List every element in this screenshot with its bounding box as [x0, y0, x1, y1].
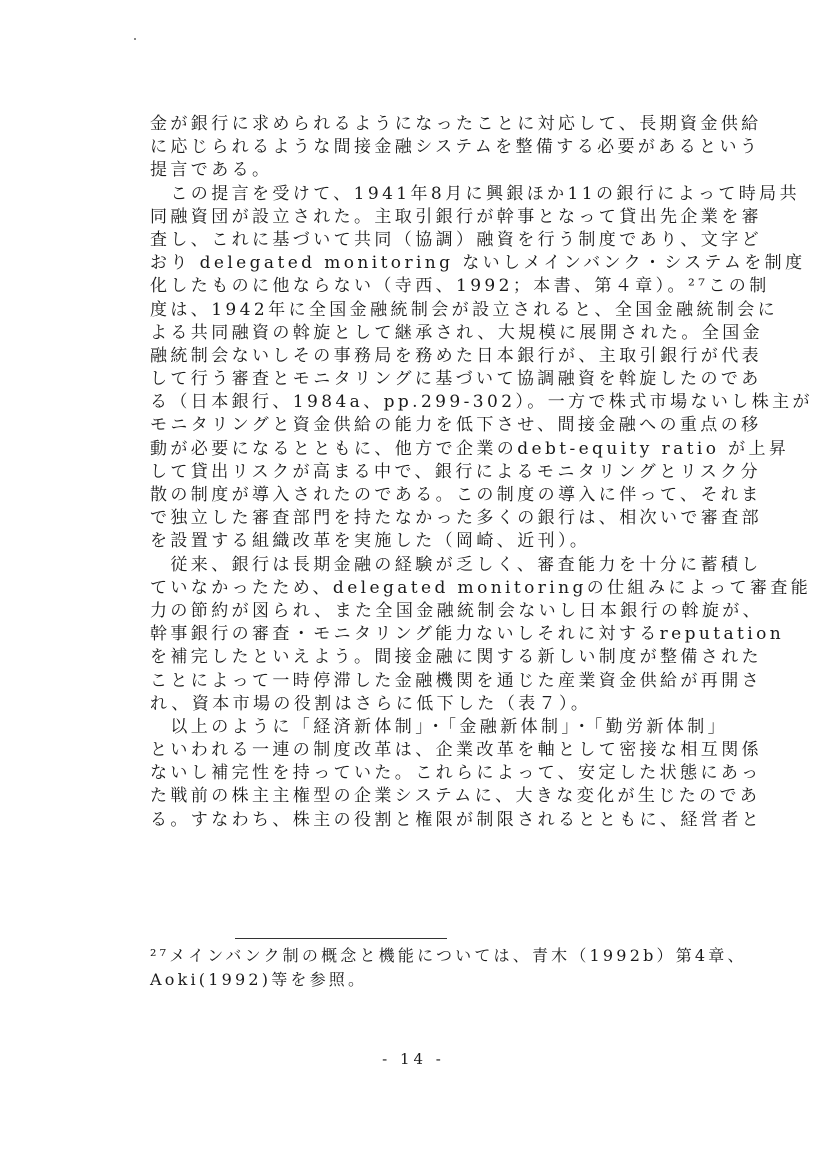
text-line: といわれる一連の制度改革は、企業改革を軸として密接な相互関係 [150, 740, 762, 761]
footnote-line: ²⁷メインバンク制の概念と機能については、青木（1992b）第4章、 [150, 946, 747, 965]
body-text [150, 113, 813, 832]
text-line: 従来、銀行は長期金融の経験が乏しく、審査能力を十分に蓄積し [150, 554, 762, 575]
text-line: に応じられるような間接金融システムを整備する必要があるという [150, 137, 761, 158]
text-line: ないし補完性を持っていた。これらによって、安定した状態にあっ [150, 763, 762, 784]
scan-speck [134, 38, 136, 40]
text-line: して貸出リスクが高まる中で、銀行によるモニタリングとリスク分 [150, 461, 761, 482]
text-line: を補完したといえよう。間接金融に関する新しい制度が整備された [150, 647, 762, 668]
footnote [150, 944, 747, 992]
text-line: る（日本銀行、1984a、pp.299-302）。一方で株式市場ないし株主が [150, 392, 813, 413]
page-number: - 14 - [382, 1050, 445, 1068]
text-line: る。すなわち、株主の役割と権限が制限されるとともに、経営者と [150, 809, 762, 830]
text-line: 力の節約が図られ、また全国金融統制会ないし日本銀行の斡旋が、 [150, 600, 764, 621]
text-line: ことによって一時停滞した金融機関を通じた産業資金供給が再開さ [150, 670, 762, 691]
footnote-separator [235, 938, 447, 939]
text-line: 金が銀行に求められるようになったことに対応して、長期資金供給 [150, 114, 762, 134]
text-line: モニタリングと資金供給の能力を低下させ、間接金融への重点の移 [150, 415, 762, 436]
text-line: で独立した審査部門を持たなかった多くの銀行は、相次いで審査部 [150, 508, 762, 529]
text-line: よる共同融資の斡旋として継承され、大規模に展開された。全国金 [150, 322, 764, 343]
footnote-line: Aoki(1992)等を参照。 [150, 970, 368, 989]
text-line: れ、資本市場の役割はさらに低下した（表７）。 [150, 693, 592, 714]
text-line: 化したものに他ならない（寺西、1992；本書、第４章）。²⁷この制 [150, 276, 770, 297]
text-line: 幹事銀行の審査・モニタリング能力ないしそれに対するreputation [150, 624, 785, 645]
text-line: 提言である。 [150, 160, 273, 181]
text-line: おり delegated monitoring ないしメインバンク・システムを制度 [150, 253, 806, 274]
text-line: を設置する組織改革を実施した（岡崎、近刊）。 [150, 531, 591, 552]
text-line: 査し、これに基づいて共同（協調）融資を行う制度であり、文字ど [150, 229, 762, 250]
text-line: 以上のように「経済新体制」・「金融新体制」・「勤労新体制」 [150, 716, 728, 737]
text-line: 同融資団が設立された。主取引銀行が幹事となって貸出先企業を審 [150, 206, 762, 227]
text-line: た戦前の株主主権型の企業システムに、大きな変化が生じたのであ [150, 786, 761, 807]
text-line: ていなかったため、delegated monitoringの仕組みによって審査能 [150, 577, 812, 598]
text-line: 融統制会ないしその事務局を務めた日本銀行が、主取引銀行が代表 [150, 345, 762, 366]
text-line: 度は、1942年に全国金融統制会が設立されると、全国金融統制会に [150, 299, 779, 320]
text-line: 動が必要になるとともに、他方で企業のdebt-equity ratio が上昇 [150, 438, 790, 459]
text-line: して行う審査とモニタリングに基づいて協調融資を斡旋したのであ [150, 369, 762, 390]
text-line: この提言を受けて、1941年8月に興銀ほか11の銀行によって時局共 [150, 183, 800, 204]
text-line: 散の制度が導入されたのである。この制度の導入に伴って、それま [150, 485, 762, 505]
